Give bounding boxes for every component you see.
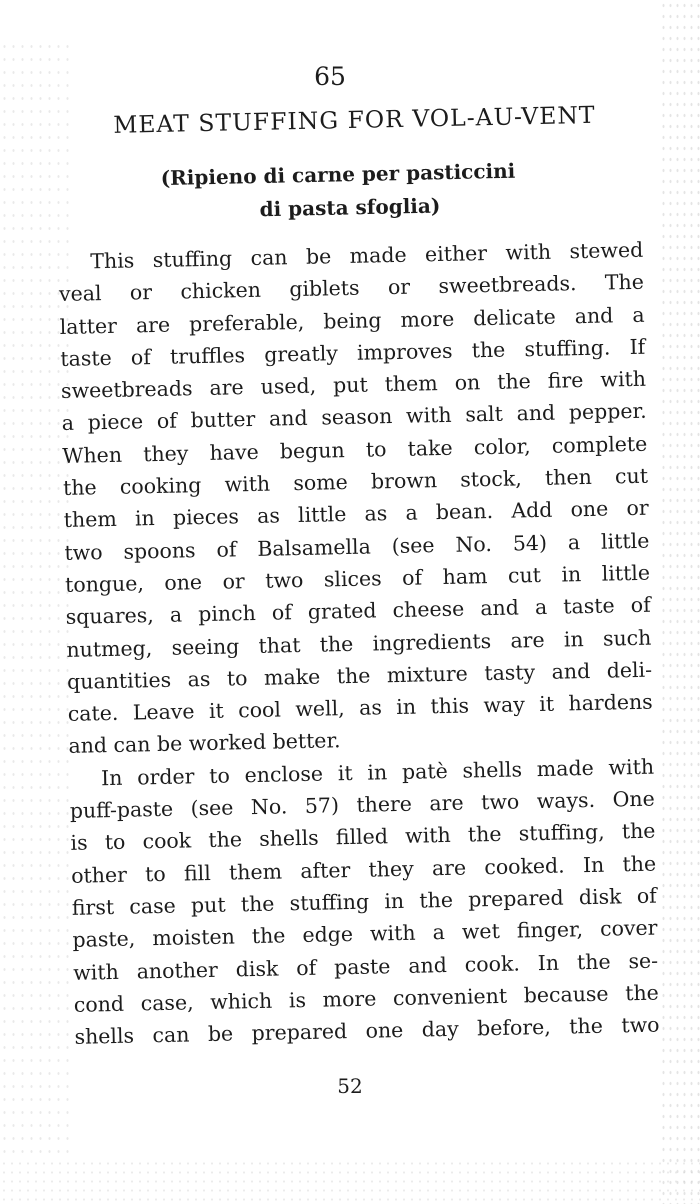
recipe-body [58, 234, 660, 1053]
recipe-subtitle-line: di pasta sfoglia) [259, 193, 441, 222]
paper-texture-right [660, 0, 700, 1204]
body-line: squares, a pinch of grated cheese and a taste of [65, 592, 651, 630]
paper-texture-bottom [0, 1159, 700, 1204]
body-line: quantities as to make the mixture tasty and deli- [66, 657, 653, 694]
body-line: with another disk of paste and cook. In the se- [72, 948, 659, 985]
paper-texture-left [0, 40, 70, 1160]
body-line: shells can be prepared one day before, the two [74, 1012, 660, 1049]
body-line: tongue, one or two slices of ham cut in little [64, 560, 651, 597]
body-line: a piece of butter and season with salt and pepper. [61, 399, 647, 436]
body-line: two spoons of Balsamella (see No. 54) a little [64, 528, 650, 565]
body-line: cond case, which is more convenient because the [73, 980, 660, 1017]
body-line: veal or chicken giblets or sweetbreads. The [58, 270, 645, 307]
recipe-title: MEAT STUFFING FOR VOL-AU-VENT [112, 100, 596, 139]
page-number-top: 65 [314, 62, 346, 91]
body-line: This stuffing can be made either with stewed [90, 237, 644, 274]
body-line: is to cook the shells filled with the stuffing, the [70, 818, 656, 856]
body-line: and can be worked better. [68, 728, 341, 759]
recipe-subtitle-line: (Ripieno di carne per pasticcini [160, 158, 516, 191]
body-line: latter are preferable, being more delicate and a [59, 302, 645, 339]
body-line: the cooking with some brown stock, then cut [62, 463, 649, 501]
body-line: In order to enclose it in patè shells made with [100, 754, 655, 790]
body-line: taste of truffles greatly improves the stuffing. If [60, 334, 646, 371]
body-line: them in pieces as little as a bean. Add one or [63, 496, 649, 533]
body-line: paste, moisten the edge with a wet finger, cover [72, 915, 658, 953]
body-line: When they have begun to take color, complete [62, 431, 648, 468]
body-line: cate. Leave it cool well, as in this way it hardens [67, 689, 653, 727]
body-line: other to fill them after they are cooked. In the [70, 851, 657, 888]
body-line: first case put the stuffing in the prepared disk of [71, 883, 657, 920]
page-number-bottom: 52 [337, 1074, 363, 1098]
body-line: sweetbreads are used, put them on the fire with [60, 366, 647, 404]
body-line: puff-paste (see No. 57) there are two ways. One [69, 786, 655, 823]
body-line: nutmeg, seeing that the ingredients are in such [66, 625, 652, 662]
